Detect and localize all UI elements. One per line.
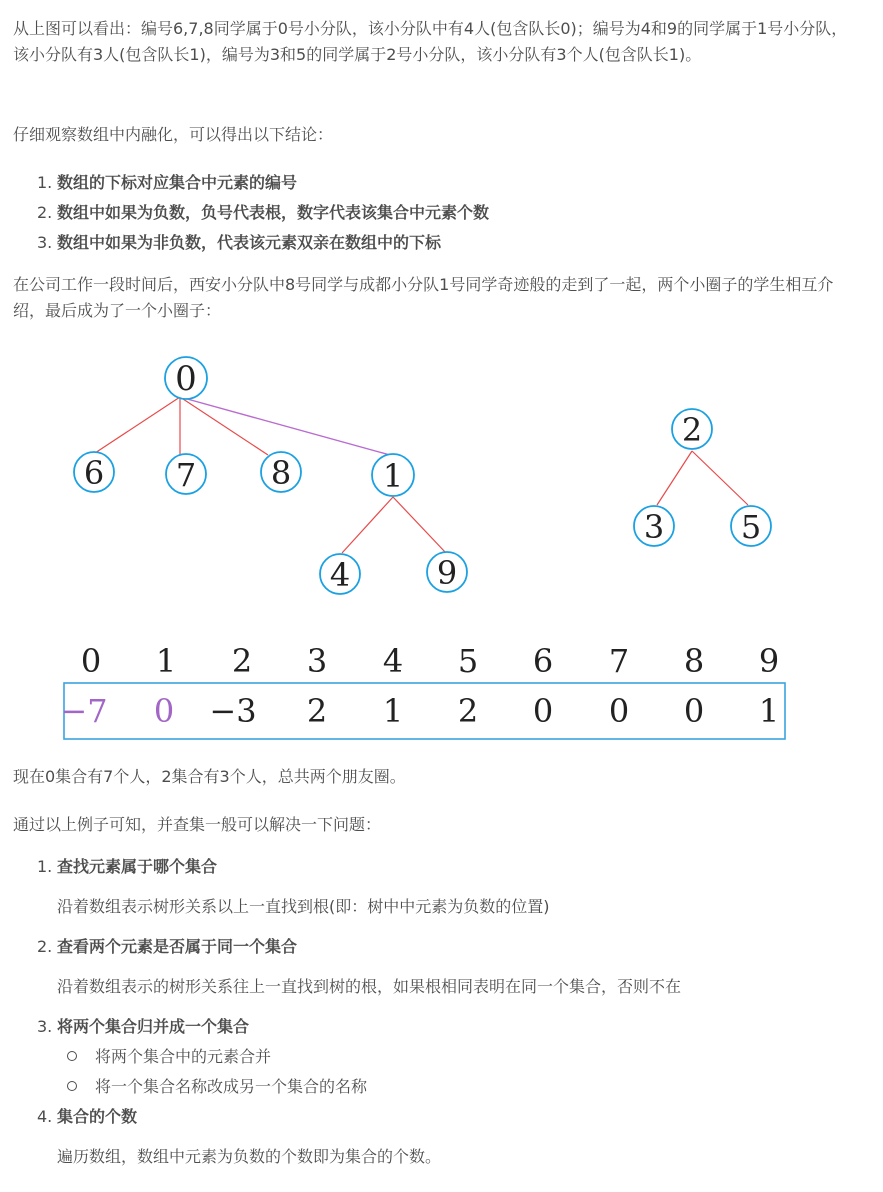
circle-bullet-icon	[67, 1081, 77, 1091]
circle-bullet-icon	[67, 1051, 77, 1061]
list-item	[37, 228, 857, 258]
tree-node-label: 7	[175, 456, 197, 494]
intro-paragraph: 从上图可以看出：编号6,7,8同学属于0号小分队，该小分队中有4人(包含队长0)；编号为4和9的同学属于1号小分队，该小分队有3人(包含队长1)，编号为3和5的同学属于2号小分队，该小分队有3个人(包含队长1)。	[13, 19, 848, 64]
list-item	[37, 168, 857, 198]
tree-node-label: 2	[681, 411, 703, 449]
tree-node-label: 5	[740, 508, 762, 546]
tree-node	[634, 506, 674, 546]
list-item-title: 查看两个元素是否属于同一个集合	[57, 937, 298, 956]
list-item-text: 数组的下标对应集合中元素的编号	[57, 173, 298, 192]
array-index: 8	[683, 642, 705, 680]
tree-edge-1-4	[342, 497, 393, 553]
tree-nodes	[74, 357, 771, 594]
list-item-text: 数组中如果为非负数，代表该元素双亲在数组中的下标	[57, 233, 442, 252]
array-value: 0	[532, 692, 554, 730]
union-find-tree-diagram	[0, 345, 883, 605]
array-index: 0	[80, 642, 102, 680]
conclusions-list	[37, 168, 857, 258]
tree-node-label: 8	[270, 454, 292, 492]
list-number: 1.	[37, 857, 53, 876]
array-value: 2	[306, 692, 328, 730]
uses-list	[37, 852, 867, 1182]
list-item-desc: 沿着数组表示树形关系以上一直找到根(即：树中中元素为负数的位置)	[57, 897, 550, 916]
tree-node	[731, 506, 771, 546]
array-value: 1	[758, 692, 780, 730]
array-index: 9	[758, 642, 780, 680]
sub-list-item	[67, 1072, 867, 1102]
array-value: 2	[457, 692, 479, 730]
tree-edge-0-1	[180, 397, 390, 455]
list-item	[37, 852, 867, 932]
list-item-text: 数组中如果为负数，负号代表根，数字代表该集合中元素个数	[57, 203, 490, 222]
sub-list-item	[67, 1042, 867, 1072]
tree-edge-2-3	[657, 451, 692, 505]
tree-node	[261, 452, 301, 492]
tree-node-label: 1	[382, 457, 404, 495]
tree-node	[320, 554, 360, 594]
tree-node-label: 0	[175, 359, 197, 399]
tree-edge-0-8	[180, 397, 268, 455]
tree-edge-2-5	[692, 451, 748, 505]
array-index: 4	[382, 642, 404, 680]
tree-node-label: 3	[643, 508, 665, 546]
tree-node-label: 4	[329, 556, 351, 594]
array-index: 7	[608, 642, 630, 680]
list-item	[37, 932, 867, 1012]
list-item-title: 将两个集合归并成一个集合	[57, 1017, 250, 1036]
list-item-title: 集合的个数	[57, 1107, 138, 1126]
array-indices	[81, 642, 779, 680]
list-number: 3.	[37, 233, 53, 252]
list-number: 3.	[37, 1017, 53, 1036]
list-number: 1.	[37, 173, 53, 192]
array-value: 1	[382, 692, 404, 730]
sub-list-item-text: 将两个集合中的元素合并	[95, 1047, 272, 1066]
parent-array-diagram	[0, 640, 883, 750]
merge-paragraph: 在公司工作一段时间后，西安小分队中8号同学与成都小分队1号同学奇迹般的走到了一起，两个小圈子的学生相互介绍，最后成为了一个小圈子：	[13, 275, 834, 320]
array-value: −3	[209, 692, 257, 730]
array-index: 5	[457, 642, 479, 680]
array-index: 3	[306, 642, 328, 680]
list-number: 2.	[37, 937, 53, 956]
uses-paragraph: 通过以上例子可知，并查集一般可以解决一下问题：	[13, 815, 382, 834]
tree-node-label: 9	[436, 554, 458, 592]
list-item	[37, 198, 857, 228]
list-item	[37, 1102, 867, 1182]
tree-edge-1-9	[393, 497, 446, 553]
sub-list	[37, 1042, 867, 1102]
list-number: 4.	[37, 1107, 53, 1126]
tree-node	[165, 357, 207, 399]
tree-edge-0-6	[95, 397, 180, 453]
observe-paragraph: 仔细观察数组中内融化，可以得出以下结论：	[13, 125, 334, 144]
summary-paragraph: 现在0集合有7个人，2集合有3个人，总共两个朋友圈。	[13, 767, 406, 786]
array-index: 1	[155, 642, 177, 680]
array-value: −7	[60, 692, 108, 730]
tree-node-label: 6	[83, 454, 105, 492]
array-index: 2	[231, 642, 253, 680]
array-value: 0	[608, 692, 630, 730]
list-item-title: 查找元素属于哪个集合	[57, 857, 218, 876]
list-item	[37, 1012, 867, 1102]
array-value: 0	[683, 692, 705, 730]
tree-node	[74, 452, 114, 492]
list-item-desc: 遍历数组，数组中元素为负数的个数即为集合的个数。	[57, 1147, 442, 1166]
array-index: 6	[532, 642, 554, 680]
list-number: 2.	[37, 203, 53, 222]
tree-node	[166, 454, 206, 494]
sub-list-item-text: 将一个集合名称改成另一个集合的名称	[95, 1077, 368, 1096]
tree-node	[672, 409, 712, 449]
tree-node	[372, 454, 414, 496]
tree-node	[427, 552, 467, 592]
array-value: 0	[153, 692, 175, 730]
list-item-desc: 沿着数组表示的树形关系往上一直找到树的根，如果根相同表明在同一个集合，否则不在	[57, 977, 682, 996]
